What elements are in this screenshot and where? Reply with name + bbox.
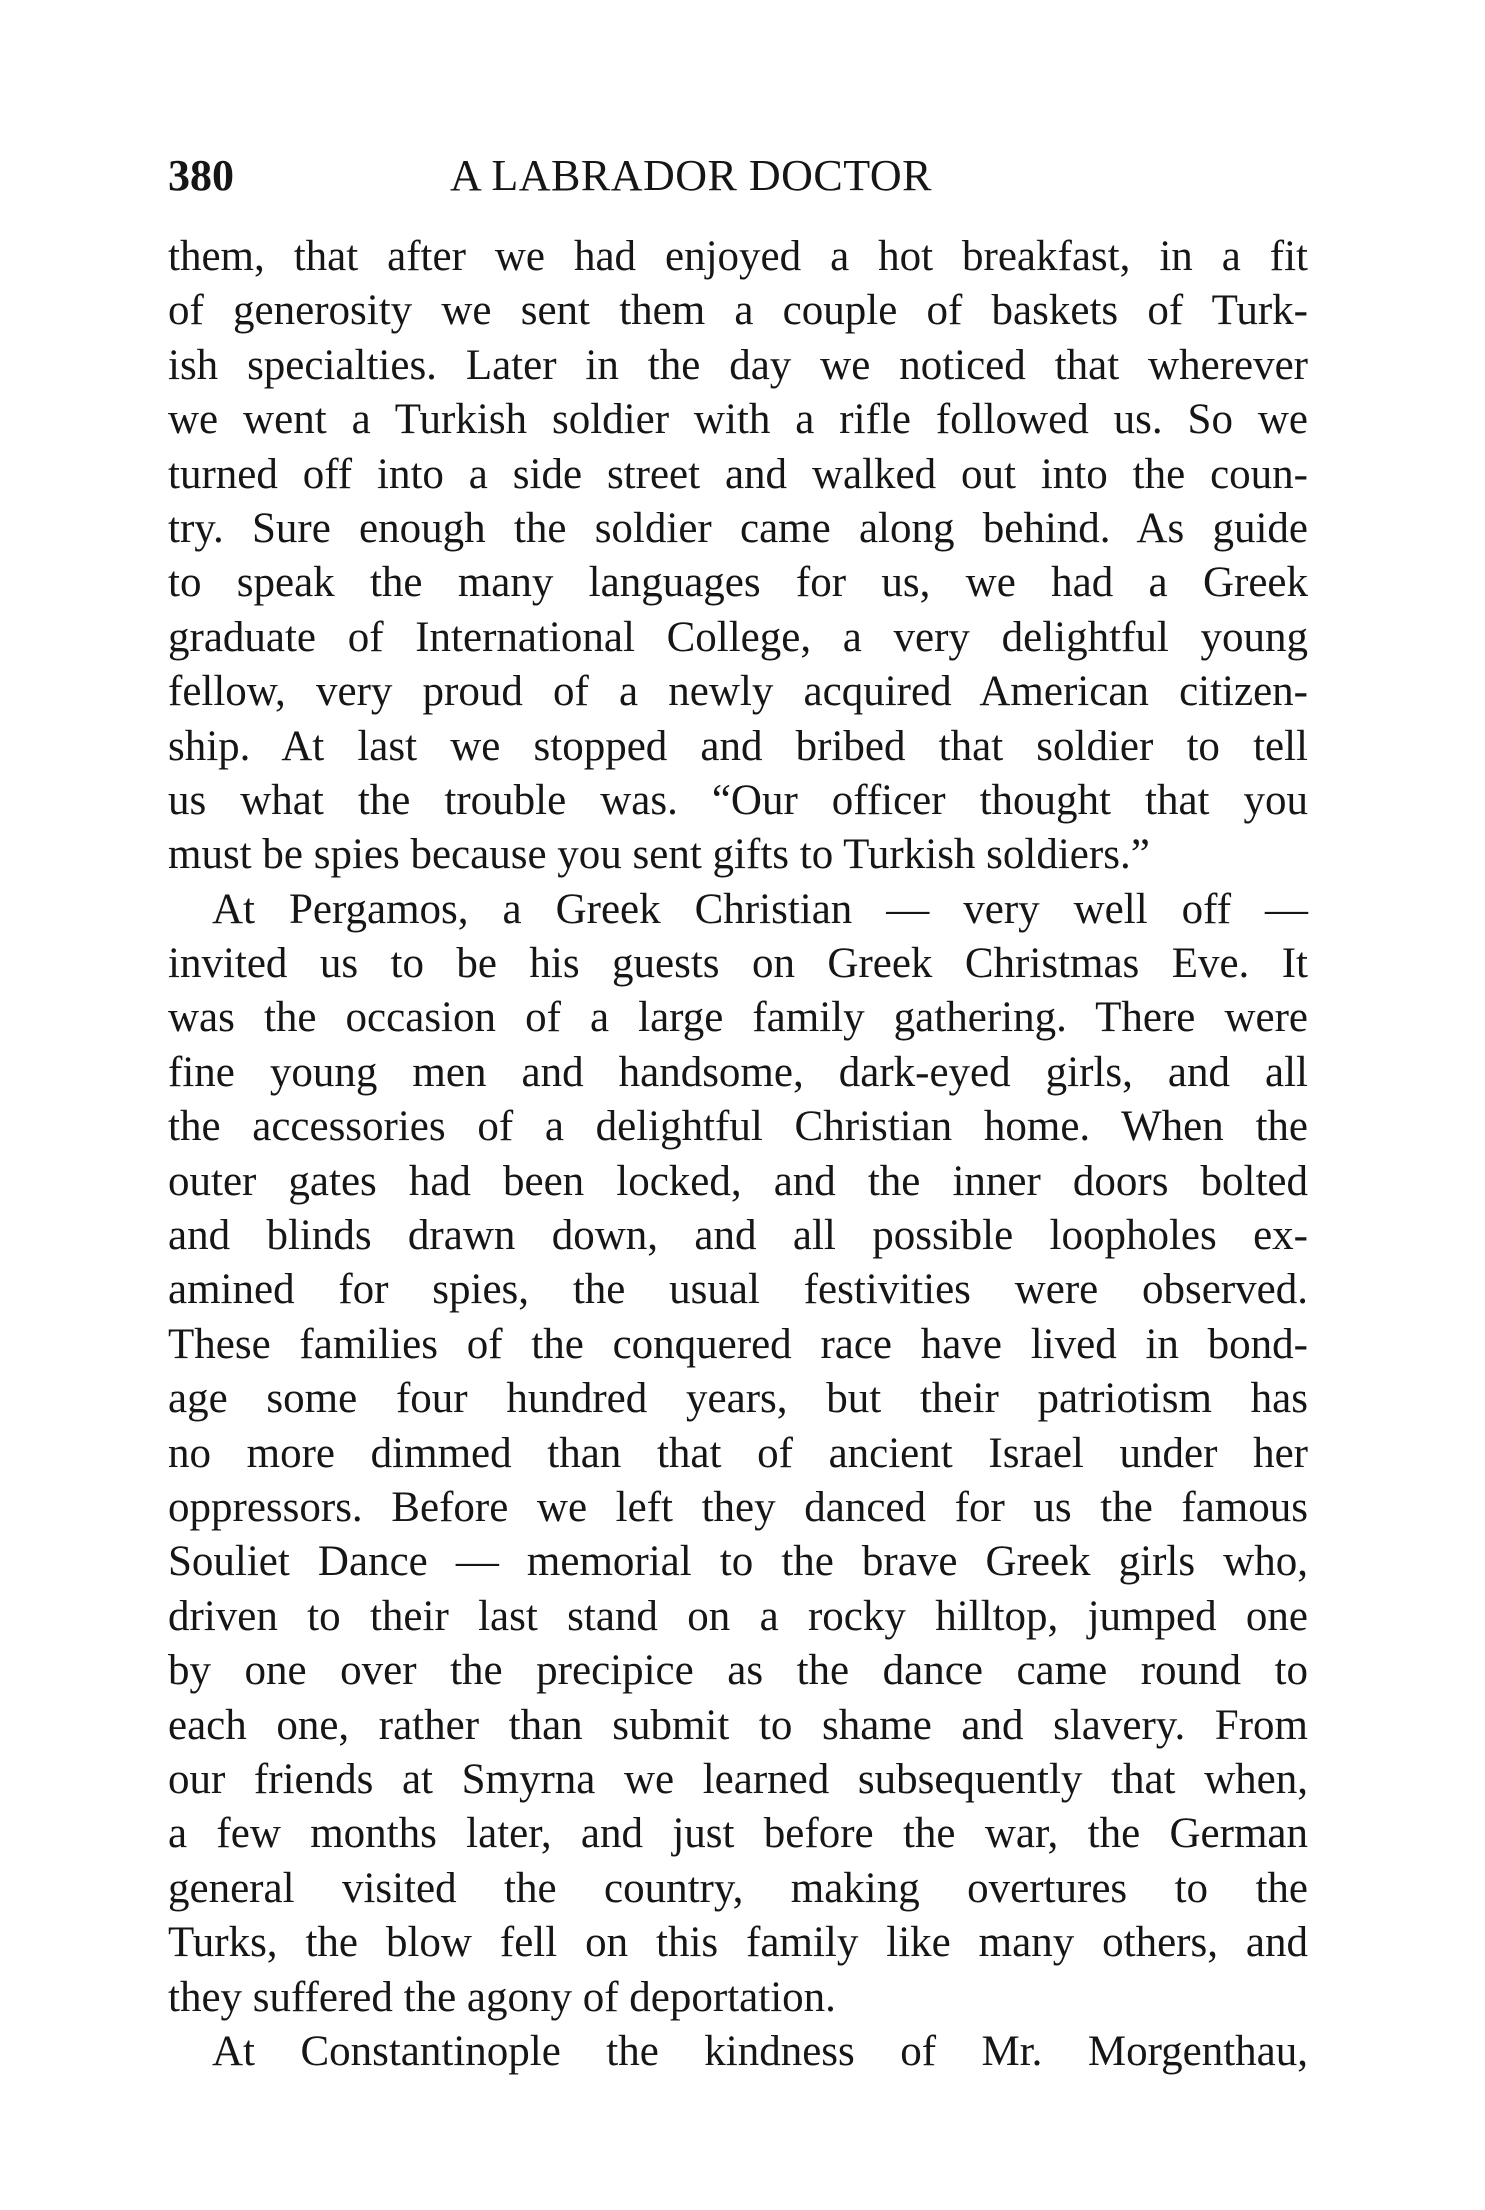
text-line: they suffered the agony of deportation. [168, 1973, 836, 2021]
text-line: fellow, very proud of a newly acquired American citizen- [168, 668, 1308, 716]
text-line: fine young men and handsome, dark-eyed girls, and all [168, 1048, 1308, 1096]
text-line: must be spies because you sent gifts to Turkish soldiers.” [168, 831, 1150, 879]
text-line: the accessories of a delightful Christian home. When the [168, 1103, 1308, 1151]
text-line: age some four hundred years, but their patriotism has [168, 1375, 1308, 1423]
text-line: Souliet Dance — memorial to the brave Greek girls who, [168, 1538, 1308, 1586]
text-line: us what the trouble was. “Our officer thought that you [168, 776, 1308, 824]
text-line: our friends at Smyrna we learned subsequently that when, [168, 1755, 1308, 1803]
text-line: outer gates had been locked, and the inner doors bolted [168, 1157, 1308, 1205]
text-line: a few months later, and just before the war, the German [168, 1810, 1308, 1858]
text-line: we went a Turkish soldier with a rifle followed us. So we [168, 396, 1308, 444]
text-line: was the occasion of a large family gathering. There were [168, 994, 1308, 1042]
text-line: each one, rather than submit to shame and slavery. From [168, 1701, 1308, 1749]
text-line: to speak the many languages for us, we had a Greek [168, 559, 1308, 607]
text-line: These families of the conquered race have lived in bond- [168, 1320, 1308, 1368]
running-head [168, 148, 1308, 204]
text-line: and blinds drawn down, and all possible loopholes ex- [168, 1212, 1308, 1260]
body-text [168, 230, 1308, 2079]
paragraph-start-line: At Constantinople the kindness of Mr. Morgenthau, [212, 2027, 1308, 2075]
text-line: by one over the precipice as the dance came round to [168, 1647, 1308, 1695]
paragraph-start-line: At Pergamos, a Greek Christian — very well off — [212, 885, 1308, 933]
text-line: invited us to be his guests on Greek Christmas Eve. It [168, 940, 1308, 988]
text-line: graduate of International College, a very delightful young [168, 613, 1308, 661]
page-number: 380 [168, 151, 234, 200]
text-line: of generosity we sent them a couple of baskets of Turk- [168, 287, 1308, 335]
text-line: no more dimmed than that of ancient Israel under her [168, 1429, 1308, 1477]
text-line: turned off into a side street and walked out into the coun- [168, 450, 1308, 498]
text-line: driven to their last stand on a rocky hilltop, jumped one [168, 1592, 1308, 1640]
text-line: ship. At last we stopped and bribed that soldier to tell [168, 722, 1308, 770]
text-line: Turks, the blow fell on this family like many others, and [168, 1919, 1308, 1967]
running-title: A LABRADOR DOCTOR [450, 151, 932, 200]
text-line: ish specialties. Later in the day we noticed that wherever [168, 341, 1308, 389]
text-line: oppressors. Before we left they danced for us the famous [168, 1483, 1308, 1531]
text-line: general visited the country, making overtures to the [168, 1864, 1308, 1912]
text-line: try. Sure enough the soldier came along behind. As guide [168, 504, 1308, 552]
text-line: amined for spies, the usual festivities were observed. [168, 1266, 1308, 1314]
text-line: them, that after we had enjoyed a hot breakfast, in a fit [168, 233, 1308, 280]
